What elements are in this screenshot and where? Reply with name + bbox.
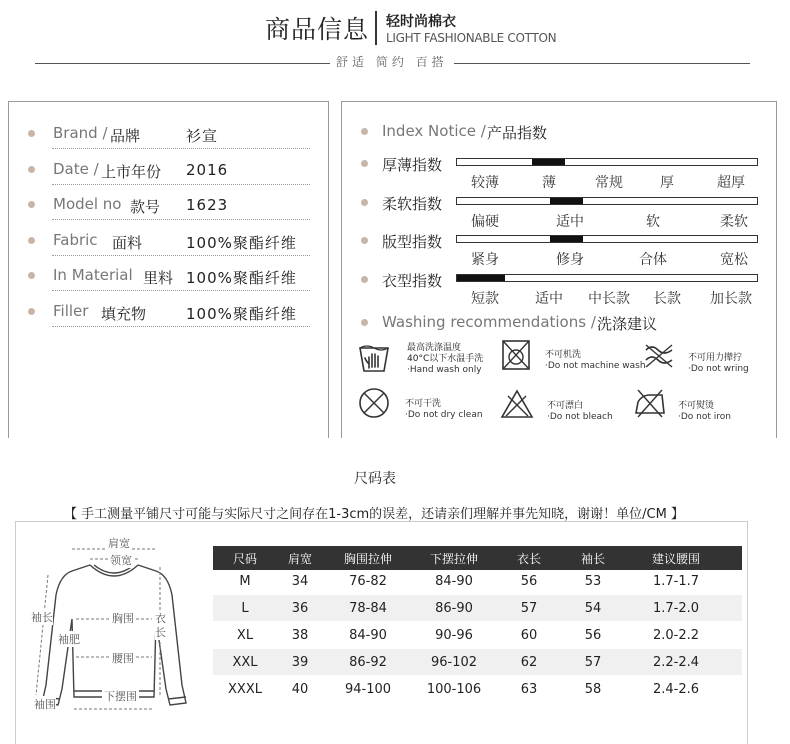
table-cell: 34: [291, 574, 309, 589]
table-cell: L: [241, 601, 249, 616]
info-label-cn: 填充物: [101, 304, 147, 323]
table-header-cell: 衣长: [516, 552, 542, 566]
info-value: 100%聚酯纤维: [186, 269, 297, 287]
index-option: 软: [646, 214, 660, 230]
table-cell: 36: [291, 601, 309, 616]
index-option: 长款: [653, 291, 681, 307]
table-cell: 62: [520, 655, 538, 670]
label-arm: 袖肥: [58, 633, 80, 646]
care-hand-wash: 最高洗涤温度 40°C以下水温手洗 ·Hand wash only: [407, 343, 484, 375]
info-label: In Material: [53, 266, 133, 284]
info-value: 2016: [186, 160, 229, 179]
index-option: 常规: [595, 175, 623, 191]
size-chart-note: 【 手工测量平铺尺寸可能与实际尺寸之间存在1-3cm的误差，还请亲们理解并事先知晓，谢谢！单位/CM 】: [64, 507, 684, 522]
label-chest: 胸围: [112, 612, 134, 625]
table-cell: 94-100: [344, 682, 392, 697]
index-option: 较薄: [471, 175, 499, 191]
no-iron-icon: [632, 386, 668, 420]
index-scale: [456, 274, 758, 282]
index-scale: [456, 158, 758, 166]
label-sleeve: 袖长: [31, 611, 53, 624]
bullet: [361, 276, 368, 283]
label-cuff: 袖围: [34, 698, 56, 711]
title-divider: [375, 11, 377, 45]
info-label-cn: 面料: [112, 233, 143, 252]
bullet: [361, 128, 368, 135]
label-hem: 下摆围: [104, 690, 137, 703]
index-option: 紧身: [471, 252, 499, 268]
info-label: Filler: [53, 301, 89, 320]
table-header-cell: 袖长: [580, 552, 606, 566]
index-option: 适中: [556, 214, 584, 230]
table-cell: XXL: [232, 655, 258, 670]
subtitle-cn: 轻时尚棉衣: [386, 14, 456, 30]
index-level-marker: [550, 236, 583, 242]
label-waist: 腰围: [112, 652, 134, 665]
table-cell: 58: [584, 682, 602, 697]
table-header-cell: 胸围拉伸: [343, 552, 393, 566]
table-cell: 100-106: [426, 682, 482, 697]
info-label: Brand /: [53, 124, 108, 142]
table-cell: M: [239, 574, 251, 589]
care-no-iron: 不可熨烫 ·Do not iron: [678, 401, 731, 422]
index-level-marker: [550, 198, 583, 204]
bullet: [28, 308, 35, 315]
table-cell: 40: [291, 682, 309, 697]
table-cell: XL: [236, 628, 254, 643]
info-divider: [52, 184, 310, 185]
info-divider: [52, 290, 310, 291]
bullet: [28, 166, 35, 173]
index-name: 版型指数: [382, 233, 443, 251]
index-option: 短款: [471, 291, 499, 307]
table-cell: 56: [520, 574, 538, 589]
table-header-cell: 肩宽: [287, 552, 313, 566]
table-cell: 84-90: [349, 628, 387, 643]
index-level-marker: [457, 275, 505, 281]
index-option: 厚: [660, 175, 674, 191]
table-cell: 38: [291, 628, 309, 643]
table-cell: 2.0-2.2: [652, 628, 700, 643]
care-no-wring: 不可用力撵拧 ·Do not wring: [688, 353, 749, 374]
table-cell: 2.4-2.6: [652, 682, 700, 697]
table-cell: 39: [291, 655, 309, 670]
label-shoulder: 肩宽: [108, 537, 130, 550]
table-cell: 84-90: [435, 574, 473, 589]
label-length: 衣长: [155, 612, 166, 639]
table-cell: 54: [584, 601, 602, 616]
care-no-bleach: 不可漂白 ·Do not bleach: [547, 401, 613, 422]
index-title-cn: 产品指数: [487, 124, 548, 142]
care-no-machine-wash: 不可机洗 ·Do not machine wash: [545, 350, 646, 371]
index-level-marker: [532, 159, 565, 165]
bullet: [361, 319, 368, 326]
table-cell: 1.7-1.7: [652, 574, 700, 589]
index-option: 合体: [639, 252, 667, 268]
table-cell: 90-96: [435, 628, 473, 643]
table-cell: 57: [520, 601, 538, 616]
info-divider: [52, 326, 310, 327]
bullet: [28, 130, 35, 137]
subtitle-en: LIGHT FASHIONABLE COTTON: [386, 31, 557, 45]
label-neck: 领宽: [110, 554, 132, 567]
table-cell: 86-90: [435, 601, 473, 616]
info-label: Date /: [53, 159, 99, 178]
table-cell: 53: [584, 574, 602, 589]
index-option: 中长款: [588, 291, 630, 307]
table-cell: 86-92: [349, 655, 387, 670]
table-cell: 78-84: [349, 601, 387, 616]
index-option: 适中: [535, 291, 563, 307]
info-value: 1623: [186, 196, 229, 214]
care-no-dry-clean: 不可干洗 ·Do not dry clean: [405, 399, 483, 420]
table-cell: 57: [584, 655, 602, 670]
info-divider: [52, 219, 310, 220]
table-cell: 60: [520, 628, 538, 643]
table-cell: 1.7-2.0: [652, 601, 700, 616]
bullet: [361, 199, 368, 206]
no-bleach-icon: [500, 388, 534, 420]
bullet: [28, 237, 35, 244]
info-value: 100%聚酯纤维: [186, 233, 297, 252]
header-tags: 舒适 简约 百搭: [330, 53, 454, 70]
bullet: [361, 160, 368, 167]
table-cell: 2.2-2.4: [652, 655, 700, 670]
index-name: 衣型指数: [382, 272, 443, 290]
washing-title-cn: 洗涤建议: [597, 315, 658, 333]
bullet: [361, 237, 368, 244]
size-chart-title: 尺码表: [354, 471, 396, 487]
index-option: 薄: [542, 175, 556, 191]
info-value: 100%聚酯纤维: [186, 304, 297, 323]
table-cell: 56: [584, 628, 602, 643]
info-label-cn: 品牌: [110, 127, 141, 145]
info-divider: [52, 148, 310, 149]
index-scale: [456, 197, 758, 205]
no-dry-clean-icon: [357, 386, 391, 420]
index-scale: [456, 235, 758, 243]
info-value: 衫宣: [186, 127, 219, 145]
table-header-cell: 尺码: [232, 552, 258, 566]
index-option: 加长款: [710, 291, 752, 307]
bullet: [28, 272, 35, 279]
table-cell: XXXL: [228, 682, 262, 697]
info-label-cn: 款号: [130, 198, 161, 216]
index-option: 偏硬: [471, 214, 499, 230]
info-label-cn: 上市年份: [101, 162, 162, 181]
table-header-cell: 建议腰围: [651, 552, 701, 566]
hand-wash-icon: [357, 340, 391, 374]
info-label-cn: 里料: [143, 269, 174, 287]
no-machine-wash-icon: [500, 338, 532, 372]
index-title-en: Index Notice /: [382, 122, 486, 140]
index-option: 超厚: [717, 175, 745, 191]
index-name: 厚薄指数: [382, 156, 443, 174]
table-cell: 96-102: [430, 655, 478, 670]
washing-title-en: Washing recommendations /: [382, 313, 596, 331]
no-wring-icon: [642, 342, 676, 370]
bullet: [28, 201, 35, 208]
index-option: 宽松: [720, 252, 748, 268]
table-cell: 76-82: [349, 574, 387, 589]
table-header-cell: 下摆拉伸: [429, 552, 479, 566]
index-name: 柔软指数: [382, 195, 443, 213]
index-option: 修身: [556, 252, 584, 268]
info-label: Fabric: [53, 230, 98, 249]
info-divider: [52, 255, 310, 256]
index-option: 柔软: [720, 214, 748, 230]
page-title: 商品信息: [265, 15, 370, 44]
table-cell: 63: [520, 682, 538, 697]
info-label: Model no: [53, 195, 122, 213]
